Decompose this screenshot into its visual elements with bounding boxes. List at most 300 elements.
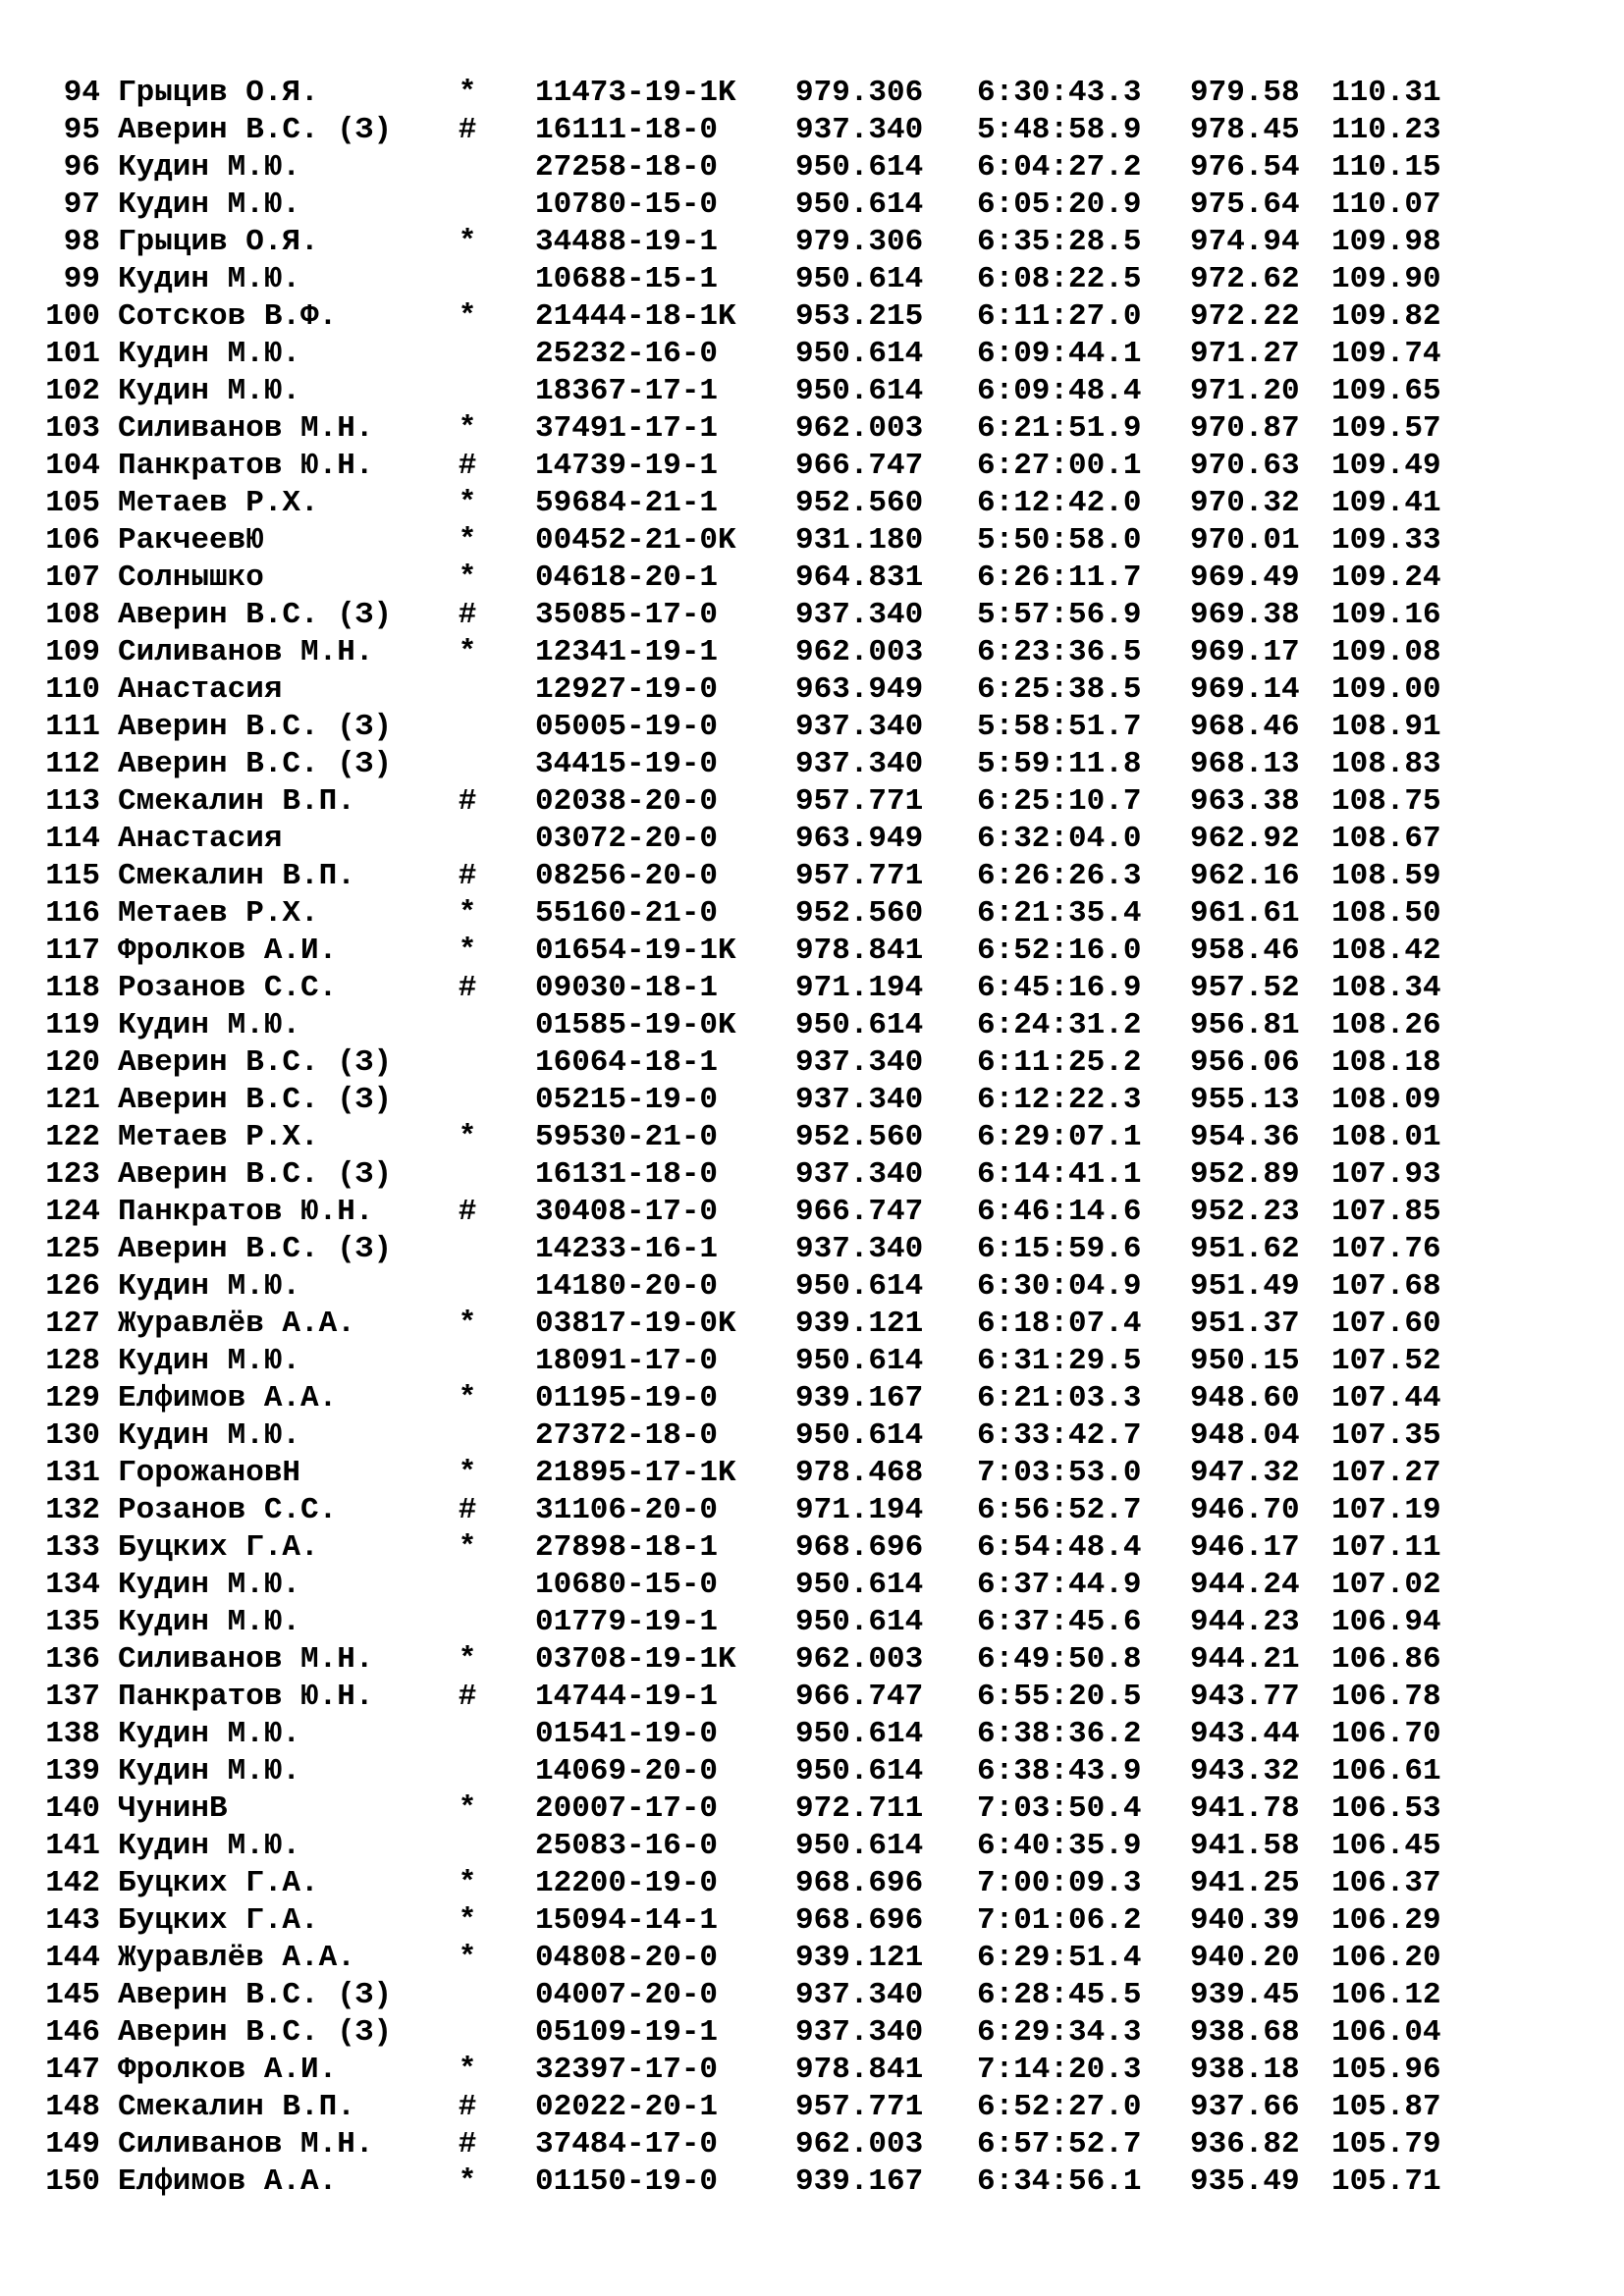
points-cell: 110.07	[1331, 187, 1441, 222]
mark-cell: #	[458, 113, 477, 147]
distance-cell: 939.121	[795, 1307, 924, 1341]
flight-time-cell: 6:21:51.9	[977, 411, 1142, 446]
distance-cell: 966.747	[795, 449, 924, 483]
points-cell: 107.02	[1331, 1568, 1441, 1602]
flight-time-cell: 6:40:35.9	[977, 1829, 1142, 1863]
points-cell: 108.59	[1331, 859, 1441, 893]
flight-time-cell: 6:35:28.5	[977, 225, 1142, 259]
points-cell: 108.26	[1331, 1008, 1441, 1042]
ring-number-cell: 59684-21-1	[535, 486, 719, 520]
ring-number-cell: 01779-19-1	[535, 1605, 719, 1639]
mark-cell: *	[458, 523, 477, 558]
owner-name-cell: Грыцив О.Я.	[118, 225, 319, 259]
speed-cell: 970.32	[1190, 486, 1300, 520]
points-cell: 110.15	[1331, 150, 1441, 185]
speed-cell: 963.38	[1190, 784, 1300, 819]
owner-name-cell: Смекалин В.П.	[118, 859, 355, 893]
points-cell: 105.79	[1331, 2127, 1441, 2162]
speed-cell: 968.46	[1190, 710, 1300, 744]
owner-name-cell: Панкратов Ю.Н.	[118, 449, 374, 483]
mark-cell: #	[458, 449, 477, 483]
flight-time-cell: 5:48:58.9	[977, 113, 1142, 147]
ring-number-cell: 02038-20-0	[535, 784, 719, 819]
owner-name-cell: РакчеевЮ	[118, 523, 264, 558]
speed-cell: 941.58	[1190, 1829, 1300, 1863]
place-cell: 103	[45, 411, 100, 446]
distance-cell: 950.614	[795, 187, 924, 222]
flight-time-cell: 6:29:34.3	[977, 2015, 1142, 2050]
mark-cell: *	[458, 1381, 477, 1415]
place-cell: 123	[45, 1157, 100, 1192]
ring-number-cell: 12927-19-0	[535, 672, 719, 707]
flight-time-cell: 6:05:20.9	[977, 187, 1142, 222]
place-cell: 97	[63, 187, 100, 222]
flight-time-cell: 6:09:48.4	[977, 374, 1142, 408]
mark-cell: *	[458, 225, 477, 259]
owner-name-cell: Розанов С.С.	[118, 1493, 338, 1527]
speed-cell: 970.01	[1190, 523, 1300, 558]
points-cell: 107.68	[1331, 1269, 1441, 1304]
distance-cell: 968.696	[795, 1866, 924, 1900]
ring-number-cell: 01654-19-1K	[535, 934, 736, 968]
flight-time-cell: 6:24:31.2	[977, 1008, 1142, 1042]
flight-time-cell: 5:59:11.8	[977, 747, 1142, 781]
points-cell: 108.91	[1331, 710, 1441, 744]
place-cell: 146	[45, 2015, 100, 2050]
place-cell: 145	[45, 1978, 100, 2012]
distance-cell: 957.771	[795, 784, 924, 819]
flight-time-cell: 6:11:25.2	[977, 1045, 1142, 1080]
mark-cell: *	[458, 896, 477, 931]
mark-cell: *	[458, 635, 477, 669]
ring-number-cell: 34488-19-1	[535, 225, 719, 259]
points-cell: 106.86	[1331, 1642, 1441, 1677]
mark-cell: #	[458, 598, 477, 632]
flight-time-cell: 7:03:53.0	[977, 1456, 1142, 1490]
ring-number-cell: 16131-18-0	[535, 1157, 719, 1192]
owner-name-cell: Панкратов Ю.Н.	[118, 1680, 374, 1714]
place-cell: 104	[45, 449, 100, 483]
distance-cell: 950.614	[795, 1418, 924, 1453]
speed-cell: 961.61	[1190, 896, 1300, 931]
owner-name-cell: Кудин М.Ю.	[118, 1269, 301, 1304]
distance-cell: 964.831	[795, 561, 924, 595]
points-cell: 109.98	[1331, 225, 1441, 259]
distance-cell: 937.340	[795, 1045, 924, 1080]
owner-name-cell: Кудин М.Ю.	[118, 1344, 301, 1378]
mark-cell: *	[458, 1903, 477, 1938]
mark-cell: *	[458, 486, 477, 520]
speed-cell: 970.63	[1190, 449, 1300, 483]
flight-time-cell: 6:08:22.5	[977, 262, 1142, 296]
speed-cell: 969.17	[1190, 635, 1300, 669]
distance-cell: 939.167	[795, 1381, 924, 1415]
distance-cell: 937.340	[795, 1083, 924, 1117]
owner-name-cell: Силиванов М.Н.	[118, 411, 374, 446]
place-cell: 133	[45, 1530, 100, 1565]
speed-cell: 970.87	[1190, 411, 1300, 446]
ring-number-cell: 10780-15-0	[535, 187, 719, 222]
speed-cell: 943.32	[1190, 1754, 1300, 1789]
mark-cell: #	[458, 971, 477, 1005]
speed-cell: 971.27	[1190, 337, 1300, 371]
flight-time-cell: 6:26:11.7	[977, 561, 1142, 595]
points-cell: 108.83	[1331, 747, 1441, 781]
speed-cell: 937.66	[1190, 2090, 1300, 2124]
place-cell: 140	[45, 1791, 100, 1826]
speed-cell: 935.49	[1190, 2164, 1300, 2199]
distance-cell: 950.614	[795, 1269, 924, 1304]
ring-number-cell: 14744-19-1	[535, 1680, 719, 1714]
speed-cell: 956.81	[1190, 1008, 1300, 1042]
place-cell: 126	[45, 1269, 100, 1304]
points-cell: 107.52	[1331, 1344, 1441, 1378]
owner-name-cell: Аверин В.С. (З)	[118, 2015, 393, 2050]
points-cell: 108.75	[1331, 784, 1441, 819]
speed-cell: 943.44	[1190, 1717, 1300, 1751]
ring-number-cell: 37484-17-0	[535, 2127, 719, 2162]
place-cell: 106	[45, 523, 100, 558]
ring-number-cell: 37491-17-1	[535, 411, 719, 446]
owner-name-cell: Сотсков В.Ф.	[118, 299, 338, 334]
points-cell: 109.24	[1331, 561, 1441, 595]
distance-cell: 950.614	[795, 150, 924, 185]
owner-name-cell: Анастасия	[118, 822, 283, 856]
place-cell: 94	[63, 76, 100, 110]
distance-cell: 966.747	[795, 1195, 924, 1229]
points-cell: 110.31	[1331, 76, 1441, 110]
points-cell: 110.23	[1331, 113, 1441, 147]
place-cell: 147	[45, 2053, 100, 2087]
points-cell: 109.74	[1331, 337, 1441, 371]
points-cell: 107.11	[1331, 1530, 1441, 1565]
points-cell: 107.27	[1331, 1456, 1441, 1490]
flight-time-cell: 6:09:44.1	[977, 337, 1142, 371]
mark-cell: *	[458, 2053, 477, 2087]
distance-cell: 950.614	[795, 337, 924, 371]
ring-number-cell: 04618-20-1	[535, 561, 719, 595]
place-cell: 95	[63, 113, 100, 147]
flight-time-cell: 6:18:07.4	[977, 1307, 1142, 1341]
place-cell: 128	[45, 1344, 100, 1378]
place-cell: 120	[45, 1045, 100, 1080]
points-cell: 108.67	[1331, 822, 1441, 856]
flight-time-cell: 6:15:59.6	[977, 1232, 1142, 1266]
ring-number-cell: 14233-16-1	[535, 1232, 719, 1266]
ring-number-cell: 01585-19-0K	[535, 1008, 736, 1042]
place-cell: 127	[45, 1307, 100, 1341]
points-cell: 106.70	[1331, 1717, 1441, 1751]
points-cell: 108.18	[1331, 1045, 1441, 1080]
owner-name-cell: ГорожановН	[118, 1456, 301, 1490]
place-cell: 109	[45, 635, 100, 669]
place-cell: 149	[45, 2127, 100, 2162]
ring-number-cell: 18367-17-1	[535, 374, 719, 408]
place-cell: 130	[45, 1418, 100, 1453]
owner-name-cell: Журавлёв А.А.	[118, 1307, 355, 1341]
ring-number-cell: 25083-16-0	[535, 1829, 719, 1863]
mark-cell: *	[458, 1941, 477, 1975]
place-cell: 114	[45, 822, 100, 856]
distance-cell: 962.003	[795, 411, 924, 446]
place-cell: 141	[45, 1829, 100, 1863]
speed-cell: 976.54	[1190, 150, 1300, 185]
flight-time-cell: 6:25:10.7	[977, 784, 1142, 819]
distance-cell: 952.560	[795, 896, 924, 931]
flight-time-cell: 7:00:09.3	[977, 1866, 1142, 1900]
speed-cell: 975.64	[1190, 187, 1300, 222]
flight-time-cell: 6:11:27.0	[977, 299, 1142, 334]
distance-cell: 963.949	[795, 822, 924, 856]
flight-time-cell: 6:46:14.6	[977, 1195, 1142, 1229]
points-cell: 105.96	[1331, 2053, 1441, 2087]
flight-time-cell: 6:54:48.4	[977, 1530, 1142, 1565]
distance-cell: 957.771	[795, 859, 924, 893]
ring-number-cell: 11473-19-1K	[535, 76, 736, 110]
points-cell: 106.45	[1331, 1829, 1441, 1863]
speed-cell: 968.13	[1190, 747, 1300, 781]
ring-number-cell: 16111-18-0	[535, 113, 719, 147]
owner-name-cell: Кудин М.Ю.	[118, 150, 301, 185]
points-cell: 109.57	[1331, 411, 1441, 446]
distance-cell: 950.614	[795, 1829, 924, 1863]
distance-cell: 962.003	[795, 2127, 924, 2162]
distance-cell: 957.771	[795, 2090, 924, 2124]
distance-cell: 939.121	[795, 1941, 924, 1975]
mark-cell: *	[458, 1456, 477, 1490]
place-cell: 142	[45, 1866, 100, 1900]
owner-name-cell: Кудин М.Ю.	[118, 1717, 301, 1751]
place-cell: 116	[45, 896, 100, 931]
distance-cell: 978.841	[795, 934, 924, 968]
place-cell: 139	[45, 1754, 100, 1789]
points-cell: 109.41	[1331, 486, 1441, 520]
ring-number-cell: 01195-19-0	[535, 1381, 719, 1415]
speed-cell: 952.23	[1190, 1195, 1300, 1229]
owner-name-cell: Силиванов М.Н.	[118, 1642, 374, 1677]
owner-name-cell: Кудин М.Ю.	[118, 337, 301, 371]
place-cell: 102	[45, 374, 100, 408]
mark-cell: #	[458, 1195, 477, 1229]
speed-cell: 952.89	[1190, 1157, 1300, 1192]
points-cell: 106.37	[1331, 1866, 1441, 1900]
mark-cell: #	[458, 2127, 477, 2162]
place-cell: 129	[45, 1381, 100, 1415]
ring-number-cell: 01150-19-0	[535, 2164, 719, 2199]
points-cell: 107.85	[1331, 1195, 1441, 1229]
mark-cell: *	[458, 76, 477, 110]
mark-cell: *	[458, 934, 477, 968]
place-cell: 110	[45, 672, 100, 707]
speed-cell: 962.16	[1190, 859, 1300, 893]
place-cell: 148	[45, 2090, 100, 2124]
owner-name-cell: Кудин М.Ю.	[118, 1829, 301, 1863]
ring-number-cell: 35085-17-0	[535, 598, 719, 632]
owner-name-cell: Фролков А.И.	[118, 934, 338, 968]
points-cell: 106.94	[1331, 1605, 1441, 1639]
ring-number-cell: 21444-18-1K	[535, 299, 736, 334]
flight-time-cell: 6:04:27.2	[977, 150, 1142, 185]
distance-cell: 950.614	[795, 374, 924, 408]
distance-cell: 968.696	[795, 1903, 924, 1938]
distance-cell: 962.003	[795, 635, 924, 669]
owner-name-cell: Смекалин В.П.	[118, 784, 355, 819]
flight-time-cell: 6:21:03.3	[977, 1381, 1142, 1415]
speed-cell: 940.39	[1190, 1903, 1300, 1938]
place-cell: 132	[45, 1493, 100, 1527]
distance-cell: 952.560	[795, 486, 924, 520]
points-cell: 107.44	[1331, 1381, 1441, 1415]
ring-number-cell: 18091-17-0	[535, 1344, 719, 1378]
points-cell: 106.12	[1331, 1978, 1441, 2012]
speed-cell: 941.78	[1190, 1791, 1300, 1826]
points-cell: 106.78	[1331, 1680, 1441, 1714]
points-cell: 108.34	[1331, 971, 1441, 1005]
ring-number-cell: 31106-20-0	[535, 1493, 719, 1527]
speed-cell: 954.36	[1190, 1120, 1300, 1154]
speed-cell: 962.92	[1190, 822, 1300, 856]
place-cell: 119	[45, 1008, 100, 1042]
ring-number-cell: 05215-19-0	[535, 1083, 719, 1117]
ring-number-cell: 32397-17-0	[535, 2053, 719, 2087]
flight-time-cell: 5:58:51.7	[977, 710, 1142, 744]
ring-number-cell: 27372-18-0	[535, 1418, 719, 1453]
points-cell: 106.53	[1331, 1791, 1441, 1826]
speed-cell: 939.45	[1190, 1978, 1300, 2012]
owner-name-cell: Фролков А.И.	[118, 2053, 338, 2087]
distance-cell: 952.560	[795, 1120, 924, 1154]
ring-number-cell: 00452-21-0K	[535, 523, 736, 558]
mark-cell: #	[458, 859, 477, 893]
mark-cell: #	[458, 784, 477, 819]
speed-cell: 978.45	[1190, 113, 1300, 147]
mark-cell: #	[458, 1680, 477, 1714]
place-cell: 98	[63, 225, 100, 259]
owner-name-cell: Метаев Р.Х.	[118, 486, 319, 520]
ring-number-cell: 21895-17-1K	[535, 1456, 736, 1490]
flight-time-cell: 5:50:58.0	[977, 523, 1142, 558]
flight-time-cell: 6:30:43.3	[977, 76, 1142, 110]
points-cell: 105.71	[1331, 2164, 1441, 2199]
speed-cell: 947.32	[1190, 1456, 1300, 1490]
mark-cell: #	[458, 1493, 477, 1527]
mark-cell: *	[458, 1866, 477, 1900]
ring-number-cell: 25232-16-0	[535, 337, 719, 371]
distance-cell: 937.340	[795, 598, 924, 632]
flight-time-cell: 6:12:42.0	[977, 486, 1142, 520]
ring-number-cell: 04007-20-0	[535, 1978, 719, 2012]
place-cell: 150	[45, 2164, 100, 2199]
mark-cell: *	[458, 1642, 477, 1677]
owner-name-cell: Метаев Р.Х.	[118, 1120, 319, 1154]
speed-cell: 946.70	[1190, 1493, 1300, 1527]
ring-number-cell: 12341-19-1	[535, 635, 719, 669]
flight-time-cell: 6:49:50.8	[977, 1642, 1142, 1677]
place-cell: 105	[45, 486, 100, 520]
owner-name-cell: Журавлёв А.А.	[118, 1941, 355, 1975]
flight-time-cell: 6:30:04.9	[977, 1269, 1142, 1304]
distance-cell: 937.340	[795, 113, 924, 147]
flight-time-cell: 6:55:20.5	[977, 1680, 1142, 1714]
points-cell: 106.29	[1331, 1903, 1441, 1938]
owner-name-cell: Панкратов Ю.Н.	[118, 1195, 374, 1229]
place-cell: 134	[45, 1568, 100, 1602]
place-cell: 117	[45, 934, 100, 968]
speed-cell: 951.37	[1190, 1307, 1300, 1341]
speed-cell: 969.14	[1190, 672, 1300, 707]
flight-time-cell: 6:29:07.1	[977, 1120, 1142, 1154]
place-cell: 122	[45, 1120, 100, 1154]
owner-name-cell: Грыцив О.Я.	[118, 76, 319, 110]
ring-number-cell: 34415-19-0	[535, 747, 719, 781]
distance-cell: 937.340	[795, 710, 924, 744]
distance-cell: 972.711	[795, 1791, 924, 1826]
ring-number-cell: 20007-17-0	[535, 1791, 719, 1826]
ring-number-cell: 10680-15-0	[535, 1568, 719, 1602]
speed-cell: 972.22	[1190, 299, 1300, 334]
distance-cell: 978.468	[795, 1456, 924, 1490]
speed-cell: 979.58	[1190, 76, 1300, 110]
speed-cell: 940.20	[1190, 1941, 1300, 1975]
owner-name-cell: Смекалин В.П.	[118, 2090, 355, 2124]
owner-name-cell: Аверин В.С. (З)	[118, 1083, 393, 1117]
flight-time-cell: 7:03:50.4	[977, 1791, 1142, 1826]
points-cell: 107.93	[1331, 1157, 1441, 1192]
place-cell: 99	[63, 262, 100, 296]
owner-name-cell: Кудин М.Ю.	[118, 262, 301, 296]
place-cell: 121	[45, 1083, 100, 1117]
flight-time-cell: 6:25:38.5	[977, 672, 1142, 707]
speed-cell: 944.23	[1190, 1605, 1300, 1639]
distance-cell: 937.340	[795, 1157, 924, 1192]
speed-cell: 956.06	[1190, 1045, 1300, 1080]
flight-time-cell: 6:27:00.1	[977, 449, 1142, 483]
distance-cell: 979.306	[795, 225, 924, 259]
speed-cell: 971.20	[1190, 374, 1300, 408]
ring-number-cell: 05005-19-0	[535, 710, 719, 744]
points-cell: 107.19	[1331, 1493, 1441, 1527]
speed-cell: 951.62	[1190, 1232, 1300, 1266]
points-cell: 109.33	[1331, 523, 1441, 558]
flight-time-cell: 5:57:56.9	[977, 598, 1142, 632]
distance-cell: 950.614	[795, 1717, 924, 1751]
owner-name-cell: Кудин М.Ю.	[118, 187, 301, 222]
ring-number-cell: 15094-14-1	[535, 1903, 719, 1938]
ring-number-cell: 02022-20-1	[535, 2090, 719, 2124]
flight-time-cell: 6:56:52.7	[977, 1493, 1142, 1527]
distance-cell: 931.180	[795, 523, 924, 558]
speed-cell: 972.62	[1190, 262, 1300, 296]
speed-cell: 948.60	[1190, 1381, 1300, 1415]
mark-cell: *	[458, 411, 477, 446]
speed-cell: 969.38	[1190, 598, 1300, 632]
distance-cell: 979.306	[795, 76, 924, 110]
distance-cell: 950.614	[795, 1008, 924, 1042]
owner-name-cell: Аверин В.С. (З)	[118, 1157, 393, 1192]
owner-name-cell: Силиванов М.Н.	[118, 2127, 374, 2162]
ring-number-cell: 14069-20-0	[535, 1754, 719, 1789]
mark-cell: *	[458, 1120, 477, 1154]
points-cell: 109.08	[1331, 635, 1441, 669]
mark-cell: *	[458, 2164, 477, 2199]
flight-time-cell: 6:29:51.4	[977, 1941, 1142, 1975]
owner-name-cell: Буцких Г.А.	[118, 1903, 319, 1938]
place-cell: 118	[45, 971, 100, 1005]
flight-time-cell: 6:23:36.5	[977, 635, 1142, 669]
ring-number-cell: 09030-18-1	[535, 971, 719, 1005]
points-cell: 108.50	[1331, 896, 1441, 931]
speed-cell: 974.94	[1190, 225, 1300, 259]
